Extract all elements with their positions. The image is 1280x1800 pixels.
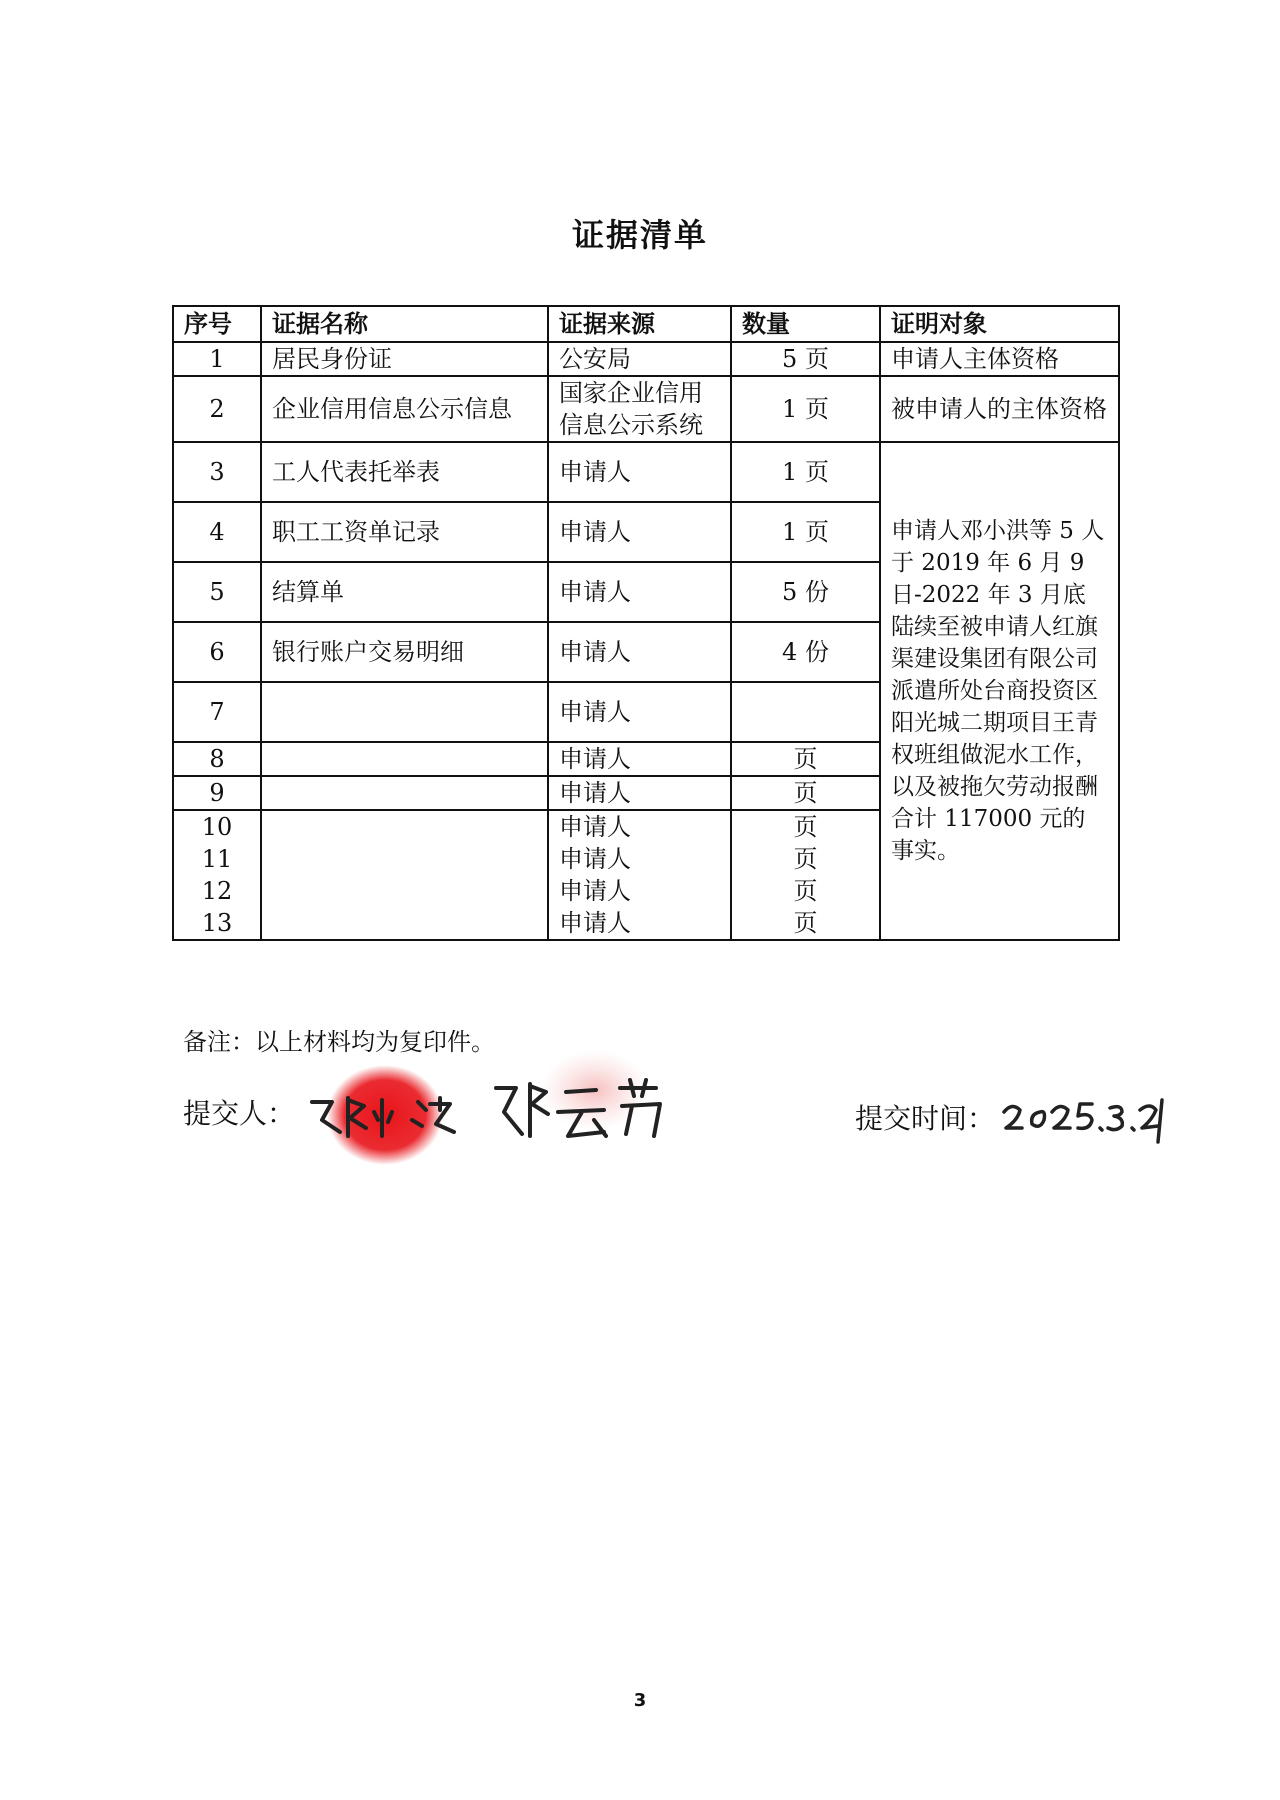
row-source: 申请人: [548, 843, 731, 875]
row-qty: 页: [731, 742, 880, 776]
row-name: [261, 742, 548, 776]
header-purpose: 证明对象: [880, 306, 1119, 342]
row-source: 申请人: [548, 742, 731, 776]
signature-with-fingerprint: [300, 1040, 720, 1170]
row-qty: 4 份: [731, 622, 880, 682]
row-no: 13: [173, 907, 261, 940]
row-qty: 页: [731, 776, 880, 810]
row-source: 申请人: [548, 442, 731, 502]
row-qty: 1 页: [731, 502, 880, 562]
row-name: [261, 907, 548, 940]
header-source: 证据来源: [548, 306, 731, 342]
merged-purpose-cell: 申请人邓小洪等 5 人于 2019 年 6 月 9 日-2022 年 3 月底陆续至被申请人红旗渠建设集团有限公司派遣所处台商投资区阳光城二期项目王青权班组做泥水工作，以及被拖欠劳动报酬合计 117000 元的事实。: [880, 442, 1119, 940]
row-source: 申请人: [548, 682, 731, 742]
row-source: 申请人: [548, 907, 731, 940]
row-name: [261, 875, 548, 907]
row-source: 公安局: [548, 342, 731, 376]
row-no: 6: [173, 622, 261, 682]
row-name: 居民身份证: [261, 342, 548, 376]
row-no: 8: [173, 742, 261, 776]
row-name: 工人代表托举表: [261, 442, 548, 502]
fingerprint-stamp: [327, 1065, 443, 1165]
row-purpose: 申请人主体资格: [880, 342, 1119, 376]
row-name: 企业信用信息公示信息: [261, 376, 548, 442]
row-source: 申请人: [548, 776, 731, 810]
row-purpose: 被申请人的主体资格: [880, 376, 1119, 442]
row-source: 申请人: [548, 622, 731, 682]
row-qty: 页: [731, 907, 880, 940]
row-no: 2: [173, 376, 261, 442]
row-source: 申请人: [548, 875, 731, 907]
row-qty: 5 页: [731, 342, 880, 376]
row-source: 申请人: [548, 562, 731, 622]
header-no: 序号: [173, 306, 261, 342]
row-name: 银行账户交易明细: [261, 622, 548, 682]
row-qty: [731, 682, 880, 742]
row-no: 5: [173, 562, 261, 622]
row-qty: 1 页: [731, 442, 880, 502]
row-name: [261, 843, 548, 875]
document-title: 证据清单: [571, 216, 708, 254]
notes-text: 备注：以上材料均为复印件。: [183, 1028, 495, 1056]
header-qty: 数量: [731, 306, 880, 342]
page-number: 3: [633, 1690, 647, 1711]
table-header-row: [173, 306, 1119, 342]
header-name: 证据名称: [261, 306, 548, 342]
row-source: 国家企业信用信息公示系统: [548, 376, 731, 442]
row-no: 9: [173, 776, 261, 810]
row-name: 职工工资单记录: [261, 502, 548, 562]
table-row: [173, 342, 1119, 376]
row-name: [261, 776, 548, 810]
row-qty: 页: [731, 843, 880, 875]
submit-time-label: 提交时间：: [855, 1102, 996, 1135]
row-name: [261, 682, 548, 742]
handwritten-date: [1000, 1086, 1170, 1146]
row-qty: 5 份: [731, 562, 880, 622]
row-source: 申请人: [548, 502, 731, 562]
row-no: 4: [173, 502, 261, 562]
evidence-table: [172, 305, 1120, 941]
row-no: 12: [173, 875, 261, 907]
row-no: 3: [173, 442, 261, 502]
row-name: 结算单: [261, 562, 548, 622]
row-name: [261, 810, 548, 843]
row-no: 11: [173, 843, 261, 875]
row-qty: 页: [731, 875, 880, 907]
table-row: [173, 376, 1119, 442]
row-no: 7: [173, 682, 261, 742]
submitter-label: 提交人：: [183, 1097, 296, 1130]
row-source: 申请人: [548, 810, 731, 843]
row-no: 1: [173, 342, 261, 376]
row-no: 10: [173, 810, 261, 843]
row-qty: 1 页: [731, 376, 880, 442]
table-row: [173, 442, 1119, 502]
row-qty: 页: [731, 810, 880, 843]
